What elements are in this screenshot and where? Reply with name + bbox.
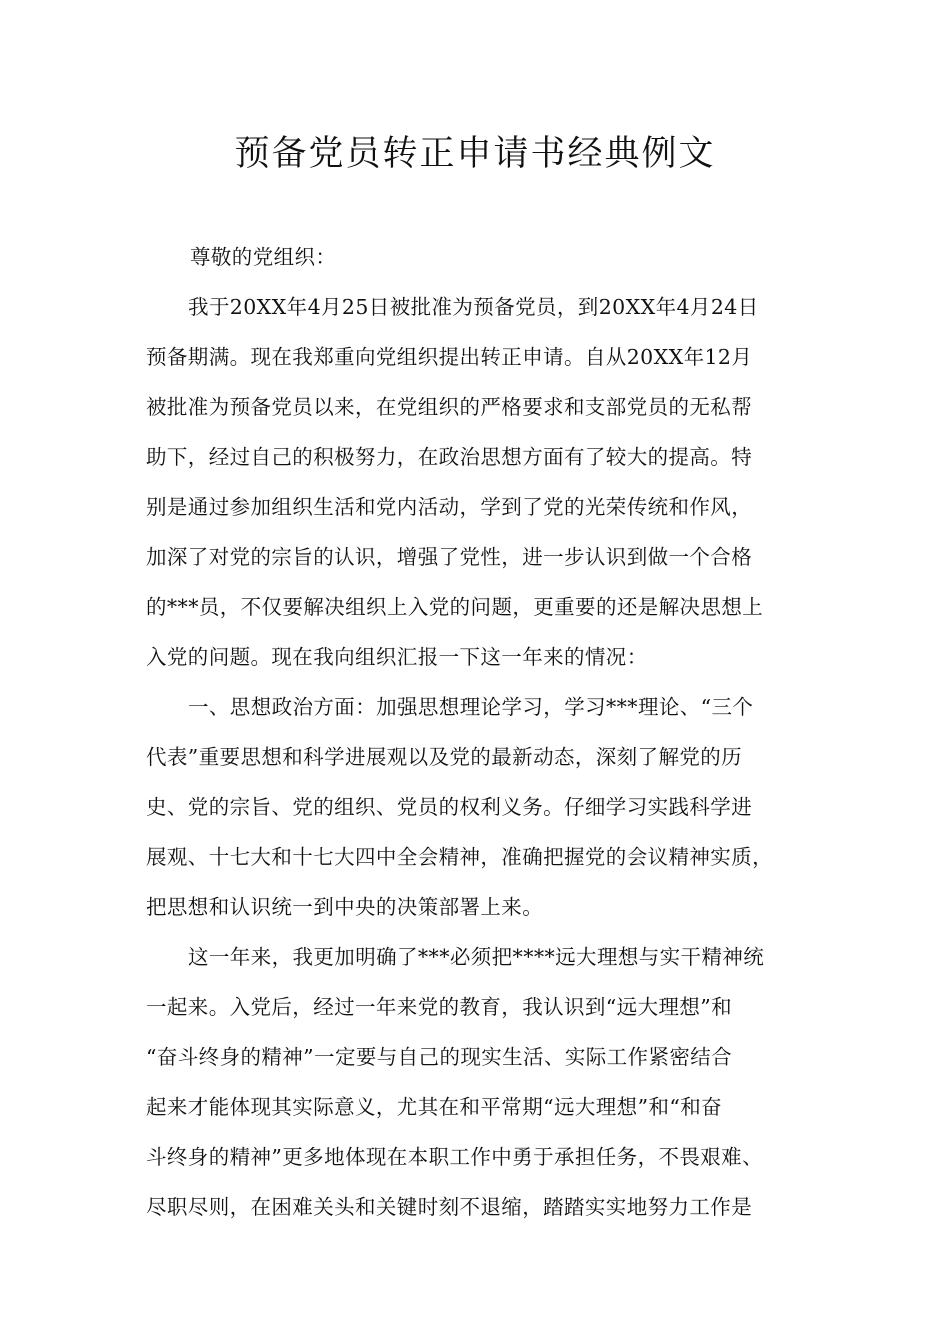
paragraph-line: 别是通过参加组织生活和党内活动，学到了党的光荣传统和作风， bbox=[146, 495, 753, 519]
paragraph-line: 的***员，不仅要解决组织上入党的问题，更重要的还是解决思想上 bbox=[146, 595, 764, 619]
paragraph-line: 斗终身的精神”更多地体现在本职工作中勇于承担任务，不畏艰难、 bbox=[146, 1145, 763, 1169]
paragraph-line: 展观、十七大和十七大四中全会精神，准确把握党的会议精神实质， bbox=[146, 845, 773, 869]
paragraph-line: 加深了对党的宗旨的认识，增强了党性，进一步认识到做一个合格 bbox=[146, 545, 753, 569]
paragraph-line: 预备期满。现在我郑重向党组织提出转正申请。自从20XX年12月 bbox=[146, 345, 753, 369]
document-body bbox=[146, 232, 810, 1232]
paragraph-line: 尽职尽则，在困难关头和关键时刻不退缩，踏踏实实地努力工作是 bbox=[146, 1195, 753, 1219]
paragraph-line: “奋斗终身的精神”一定要与自己的现实生活、实际工作紧密结合 bbox=[146, 1045, 733, 1069]
paragraph-line: 一起来。入党后，经过一年来党的教育，我认识到“远大理想”和 bbox=[146, 995, 733, 1019]
paragraph-line: 助下，经过自己的积极努力，在政治思想方面有了较大的提高。特 bbox=[146, 445, 753, 469]
paragraph-line: 起来才能体现其实际意义，尤其在和平常期“远大理想”和“和奋 bbox=[146, 1095, 723, 1119]
paragraph-line: 这一年来，我更加明确了***必须把****远大理想与实干精神统 bbox=[188, 945, 765, 969]
document-title: 预备党员转正申请书经典例文 bbox=[234, 134, 716, 174]
paragraph-line: 史、党的宗旨、党的组织、党员的权利义务。仔细学习实践科学进 bbox=[146, 795, 753, 819]
salutation: 尊敬的党组织： bbox=[190, 245, 337, 269]
paragraph-line: 一、思想政治方面：加强思想理论学习，学习***理论、“三个 bbox=[188, 695, 754, 719]
paragraph-line: 我于20XX年4月25日被批准为预备党员，到20XX年4月24日 bbox=[188, 295, 759, 319]
paragraph-line: 入党的问题。现在我向组织汇报一下这一年来的情况： bbox=[146, 645, 648, 669]
paragraph-line: 把思想和认识统一到中央的决策部署上来。 bbox=[146, 895, 544, 919]
paragraph-line: 被批准为预备党员以来，在党组织的严格要求和支部党员的无私帮 bbox=[146, 395, 753, 419]
paragraph-line: 代表”重要思想和科学进展观以及党的最新动态，深刻了解党的历 bbox=[146, 745, 743, 769]
